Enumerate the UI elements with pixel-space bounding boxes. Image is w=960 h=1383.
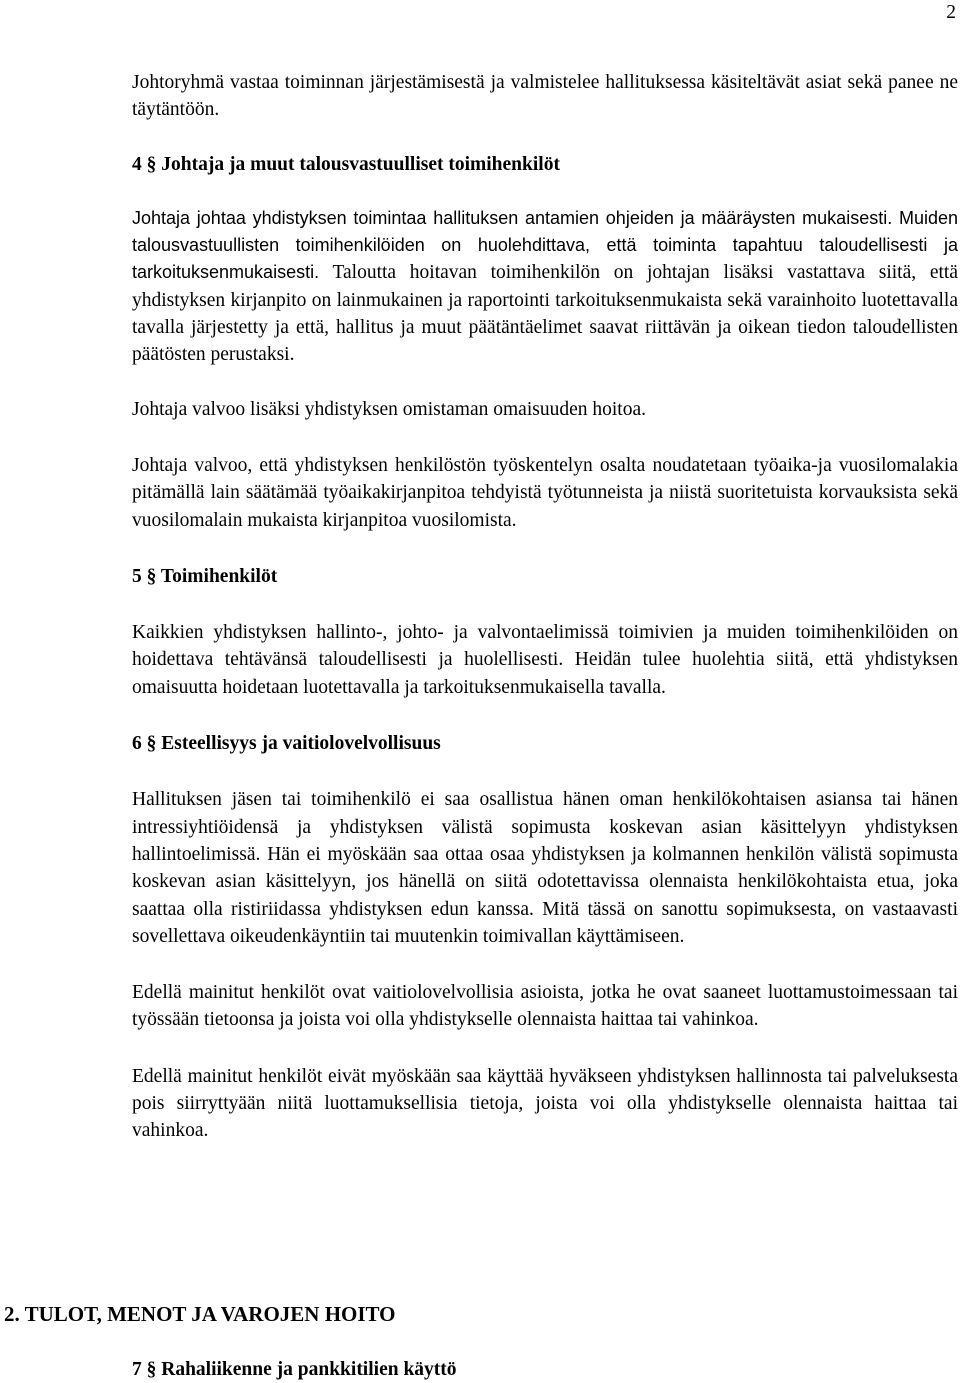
paragraph-luottamukselliset: Edellä mainitut henkilöt eivät myöskään saa käyttää hyväkseen yhdistyksen hallinnosta tai palveluksesta pois siirryttyään niitä luottamuksellisia tietoja, joista voi olla yhdistykselle olennaista haittaa tai vahinkoa. [132,1065,958,1142]
paragraph-johtaja-serif-part: Taloutta hoitavan toimihenkilön on johtajan lisäksi vastattava siitä, että yhdistyksen kirjanpito on lainmukainen ja raportointi tarkoituksenmukaista sekä varainhoito luotettavalla tavalla järjestetty ja että, hallitus ja muut päätäntäelimet saavat riittävän ja oikean tiedon taloudellisten päätösten perustaksi. [132,262,958,366]
paragraph-esteellisyys: Hallituksen jäsen tai toimihenkilö ei saa osallistua hänen oman henkilökohtaisen asiansa tai hänen intressiyhtiöidensä ja yhdistyksen välistä sopimusta koskevan asian käsittelyyn yhdistyksen hallintoelimissä. Hän ei myöskään saa ottaa osaa yhdistyksen ja kolmannen henkilön välistä sopimusta koskevan asian käsittelyyn, jos hänellä on siitä odotettavissa olennaista henkilökohtaista etua, joka saattaa olla ristiriidassa yhdistyksen edun kanssa. Mitä tässä on sanottu sopimuksesta, on vastaavasti sovellettava oikeudenkäyntiin tai muutenkin toimivallan käyttämiseen. [132,789,958,947]
section-heading-5: 5 § Toimihenkilöt [132,565,278,587]
section-heading-6: 6 § Esteellisyys ja vaitiolovelvollisuus [132,733,441,755]
paragraph-johtaja [132,205,958,369]
chapter-heading: 2. TULOT, MENOT JA VAROJEN HOITO [4,1302,396,1326]
section-heading-7: 7 § Rahaliikenne ja pankkitilien käyttö [132,1359,457,1380]
paragraph-toimihenkilot: Kaikkien yhdistyksen hallinto-, johto- ja valvontaelimissä toimivien ja muiden toimihenkilöiden on hoidettava tehtävänsä taloudellisesti ja huolellisesti. Heidän tulee huolehtia siitä, että yhdistyksen omaisuutta hoidetaan luotettavalla ja tarkoituksenmukaisella tavalla. [132,622,958,698]
paragraph-johtaja-sans-part: Johtaja johtaa yhdistyksen toimintaa hallituksen antamien ohjeiden ja määräysten mukaisesti. Muiden talousvastuullisten toimihenkilöiden on huolehdittava, että toiminta tapahtuu taloudellisesti ja tarkoituksenmukaisesti. [132,207,958,283]
document-body [132,69,958,1145]
paragraph-johtoryhma: Johtoryhmä vastaa toiminnan järjestämisestä ja valmistelee hallituksessa käsiteltävät asiat sekä panee ne täytäntöön. [132,72,958,121]
paragraph-omaisuus: Johtaja valvoo lisäksi yhdistyksen omistaman omaisuuden hoitoa. [132,398,646,420]
page-number: 2 [946,2,956,23]
section-heading-4: 4 § Johtaja ja muut talousvastuulliset toimihenkilöt [132,153,560,175]
paragraph-tyoaika: Johtaja valvoo, että yhdistyksen henkilöstön työskentelyn osalta noudatetaan työaika-ja vuosilomalakia pitämällä lain säätämää työaikakirjanpitoa tehdyistä työtunneista ja niistä suoritetuista korvauksista sekä vuosilomalain mukaista kirjanpitoa vuosilomista. [132,454,958,531]
paragraph-vaitiolo: Edellä mainitut henkilöt ovat vaitiolovelvollisia asioista, jotka he ovat saaneet luottamustoimessaan tai työssään tietoonsa ja joista voi olla yhdistykselle olennaista haittaa tai vahinkoa. [132,982,958,1031]
